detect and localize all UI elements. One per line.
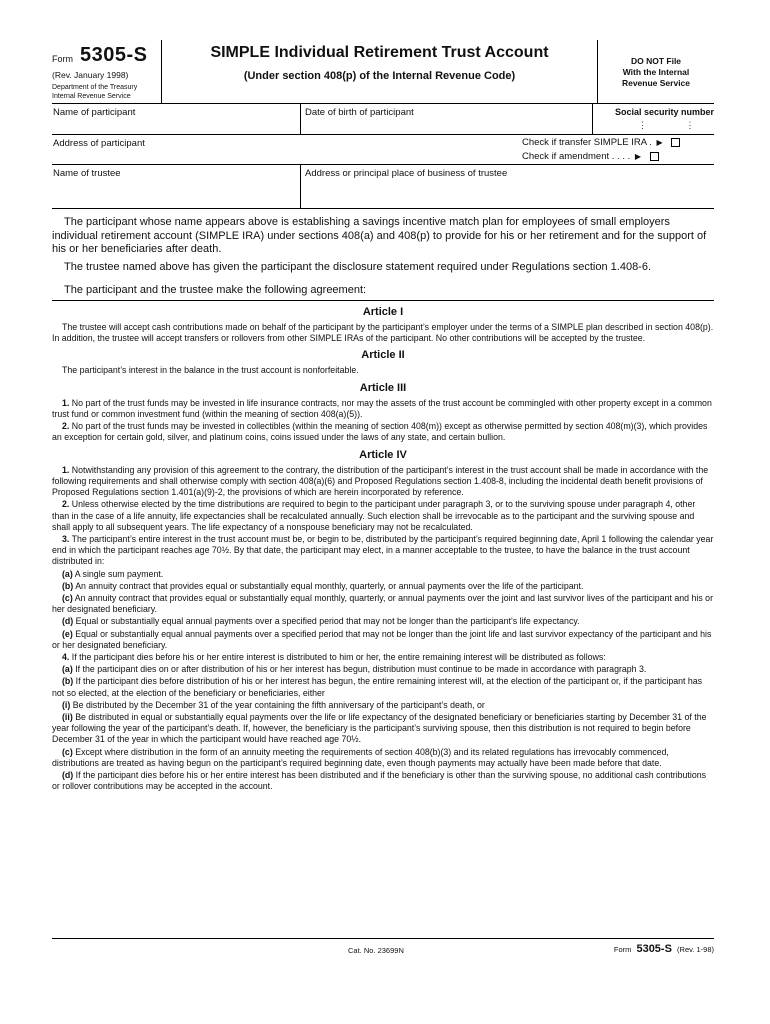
intro-paragraph-1: The participant whose name appears above is establishing a savings incentive match plan for employees of small employers individual retirement account (SIMPLE IRA) under sections 408(a) and 408(p) to provide for his or her retirement and for the support of his or her beneficiaries after death. (52, 216, 707, 255)
paragraph-number: (a) (62, 568, 73, 579)
article-4-paragraph (52, 629, 714, 651)
department-name: Department of the Treasury (52, 84, 138, 91)
trustee-row (52, 165, 714, 209)
article-2-heading: Article II (361, 349, 405, 362)
trustee-address-field[interactable] (304, 165, 714, 209)
trustee-name-label: Name of trustee (53, 168, 121, 179)
participant-dob-field[interactable] (304, 104, 594, 135)
article-4-paragraph (52, 616, 714, 627)
do-not-file-line-3: Revenue Service (621, 78, 691, 88)
footer-revision: (Rev. 1-98) (677, 945, 714, 954)
article-4-paragraph (52, 534, 714, 568)
paragraph-number: 2. (62, 499, 70, 510)
participant-dob-label: Date of birth of participant (305, 107, 414, 118)
ssn-label: Social security number (614, 107, 714, 117)
article-4-paragraph (52, 700, 714, 711)
transfer-check-line (522, 137, 680, 148)
paragraph-number: 2. (62, 421, 70, 432)
paragraph-number: (d) (62, 770, 74, 781)
article-4-paragraph (52, 499, 714, 533)
paragraph-number: 3. (62, 533, 70, 544)
do-not-file-line-1: DO NOT File (630, 56, 682, 66)
amendment-check-label: Check if amendment . . . . (522, 151, 631, 162)
paragraph-number: 4. (62, 651, 70, 662)
arrow-right-icon: ▶ (656, 138, 663, 147)
paragraph-text: If the participant dies before his or her entire interest has been distributed and if the beneficiary is other than the surviving spouse, no additional cash contributions or rollover contributions may be accepted in the account. (52, 770, 707, 792)
paragraph-number: (e) (62, 628, 73, 639)
form-word: Form (52, 54, 73, 64)
articles (52, 307, 714, 793)
form-footer (52, 938, 714, 962)
arrow-right-icon: ▶ (634, 152, 642, 161)
paragraph-text: Except where distribution in the form of an annuity meeting the requirements of section 408(b)(3) and its related regulations has irrevocably commenced, distributions are treated as having begun on the participant’s required beginning date, even though payments may actually have been made before that date. (52, 746, 669, 768)
ssn-field[interactable] (596, 104, 714, 135)
form-page (52, 40, 714, 793)
article-3-paragraph (52, 398, 714, 420)
paragraph-text: If the participant dies on or after distribution of his or her interest has begun, distribution must continue to be made in accordance with paragraph 3. (72, 664, 647, 675)
amendment-check-line (522, 151, 659, 162)
paragraph-text: Equal or substantially equal annual payments over a specified period that may not be longer than the joint life and last survivor expectancy of the participant and his or her designated beneficiary. (52, 628, 712, 650)
article-4-paragraph (52, 747, 714, 769)
paragraph-text: Notwithstanding any provision of this agreement to the contrary, the distribution of the participant’s interest in the trust account shall be made in accordance with the following requirements and shall otherwise comply with section 408(a)(6) and Proposed Regulations section 1.408-8, including the incidental death benefit provisions of Proposed Regulations section 1.401(a)(9)-2, the provisions of which are herein incorporated by reference. (52, 464, 709, 498)
paragraph-number: (b) (62, 580, 74, 591)
article-3-paragraph (52, 421, 714, 443)
paragraph-number: (a) (62, 664, 73, 675)
transfer-check-label: Check if transfer SIMPLE IRA . (522, 137, 652, 148)
paragraph-text: Unless otherwise elected by the time distributions are required to begin to the participant under paragraph 3, or to the surviving spouse under paragraph 4, other than in the case of a life annuity, life expectancies shall be recalculated annually. Such election shall be irrevocable as to the participant and the surviving spouse and shall apply to all subsequent years. The life expectancy of a nonspouse beneficiary may not be recalculated. (52, 499, 696, 532)
article-4-paragraph (52, 712, 714, 746)
paragraph-text: An annuity contract that provides equal or substantially equal monthly, quarterly, or annual payments over the joint and last survivor lives of the participant and his or her designated beneficiary. (52, 592, 714, 615)
do-not-file-block (598, 40, 714, 104)
footer-form-word: Form (613, 945, 632, 954)
article-4-paragraph (52, 664, 714, 675)
form-title: SIMPLE Individual Retirement Trust Account (210, 44, 549, 61)
article-3-heading: Article III (359, 381, 407, 394)
paragraph-text: A single sum payment. (72, 568, 164, 579)
intro-paragraph-2: The trustee named above has given the participant the disclosure statement required under Regulations section 1.408-6. (64, 260, 652, 273)
paragraph-number: (d) (62, 616, 74, 627)
paragraph-number: (i) (62, 699, 71, 710)
paragraph-text: The participant’s entire interest in the trust account must be, or begin to be, distributed by the participant’s required beginning date, April 1 following the calendar year end in which the participant reaches age 70½. By that date, the participant may elect, in a manner acceptable to the trustee, to have the balance in the trust account distributed in: (52, 533, 714, 567)
do-not-file-line-2: With the Internal (622, 67, 690, 77)
article-1-text: The trustee will accept cash contributions made on behalf of the participant by the participant’s employer under the terms of a SIMPLE plan described in section 408(p). In addition, the trustee will accept transfers or rollovers from other SIMPLE IRAs of the participant. No other contributions will be accepted by the trustee. (52, 321, 714, 343)
footer-form-id (614, 943, 714, 955)
article-4-heading: Article IV (359, 448, 407, 461)
paragraph-number: 1. (62, 397, 70, 408)
article-4-paragraph (52, 652, 714, 663)
article-4-paragraph (52, 569, 714, 580)
introduction (52, 216, 714, 298)
article-2-text: The participant’s interest in the balance in the trust account is nonforfeitable. (62, 365, 359, 376)
form-revision: (Rev. January 1998) (52, 70, 129, 80)
paragraph-text: If the participant dies before distribution of his or her interest has begun, the entire remaining interest will, at the election of the participant or, if the participant has not so elected, at the election of the beneficiary or beneficiaries, either (52, 676, 703, 698)
participant-name-row (52, 104, 714, 135)
trustee-name-field[interactable] (52, 165, 300, 209)
agency-block (52, 84, 137, 101)
paragraph-text: An annuity contract that provides equal or substantially equal monthly, quarterly, or annual payments over the life of the participant. (73, 580, 584, 591)
participant-address-row (52, 135, 714, 165)
article-4-paragraph (52, 676, 714, 698)
paragraph-number: (c) (62, 746, 73, 757)
paragraph-text: If the participant dies before his or her entire interest is distributed to him or her, the entire remaining interest will be distributed as follows: (69, 651, 606, 662)
form-header (52, 40, 714, 104)
participant-name-field[interactable] (52, 104, 300, 135)
article-4-paragraph (52, 581, 714, 592)
participant-address-field[interactable] (52, 135, 512, 165)
title-block (162, 40, 598, 104)
paragraph-text: No part of the trust funds may be invested in collectibles (within the meaning of section 408(m)) except as otherwise permitted by section 408(m)(3), which provides an exception for certain gold, silver, and platinum coins, coins issued under the laws of any state, and certain bullion. (52, 421, 708, 443)
paragraph-number: (c) (62, 592, 73, 603)
paragraph-text: No part of the trust funds may be invested in life insurance contracts, nor may the assets of the trust account be commingled with other property except in a common trust fund or common investment fund (within the meaning of section 408(a)(5)). (52, 397, 712, 419)
paragraph-number: 1. (62, 464, 70, 475)
paragraph-text: Equal or substantially equal annual payments over a specified period that may not be longer than the participant’s life expectancy. (73, 616, 580, 627)
paragraph-number: (b) (62, 676, 74, 687)
participant-address-label: Address of participant (53, 138, 145, 149)
ssn-separator-dots: ⋮ ⋮ (638, 120, 713, 130)
amendment-checkbox[interactable] (650, 152, 659, 161)
paragraph-text: Be distributed in equal or substantially equal payments over the life or life expectancy of the designated beneficiary or beneficiaries starting by December 31 of the year following the year of the participant’s death. If, however, the beneficiary is the participant’s surviving spouse, then this distribution is not required to begin before December 31 of the year in which the participant would have reached age 70½. (52, 712, 707, 745)
paragraph-number: (ii) (62, 712, 73, 722)
service-name: Internal Revenue Service (52, 92, 131, 100)
article-4-paragraph (52, 593, 714, 615)
intro-paragraph-3: The participant and the trustee make the following agreement: (64, 284, 367, 296)
transfer-checkbox[interactable] (671, 138, 680, 147)
participant-name-label: Name of participant (53, 107, 136, 118)
trustee-address-label: Address or principal place of business of trustee (305, 168, 508, 179)
form-id-block (52, 40, 162, 104)
catalog-number: Cat. No. 23699N (348, 946, 404, 955)
article-1-heading: Article I (362, 305, 404, 318)
paragraph-text: Be distributed by the December 31 of the year containing the fifth anniversary of the participant’s death, or (70, 699, 485, 710)
form-subtitle: (Under section 408(p) of the Internal Revenue Code) (243, 70, 516, 82)
article-4-paragraph (52, 465, 714, 499)
form-number: 5305-S (80, 44, 148, 66)
article-4-paragraph (52, 770, 714, 792)
footer-form-number: 5305-S (636, 943, 672, 955)
